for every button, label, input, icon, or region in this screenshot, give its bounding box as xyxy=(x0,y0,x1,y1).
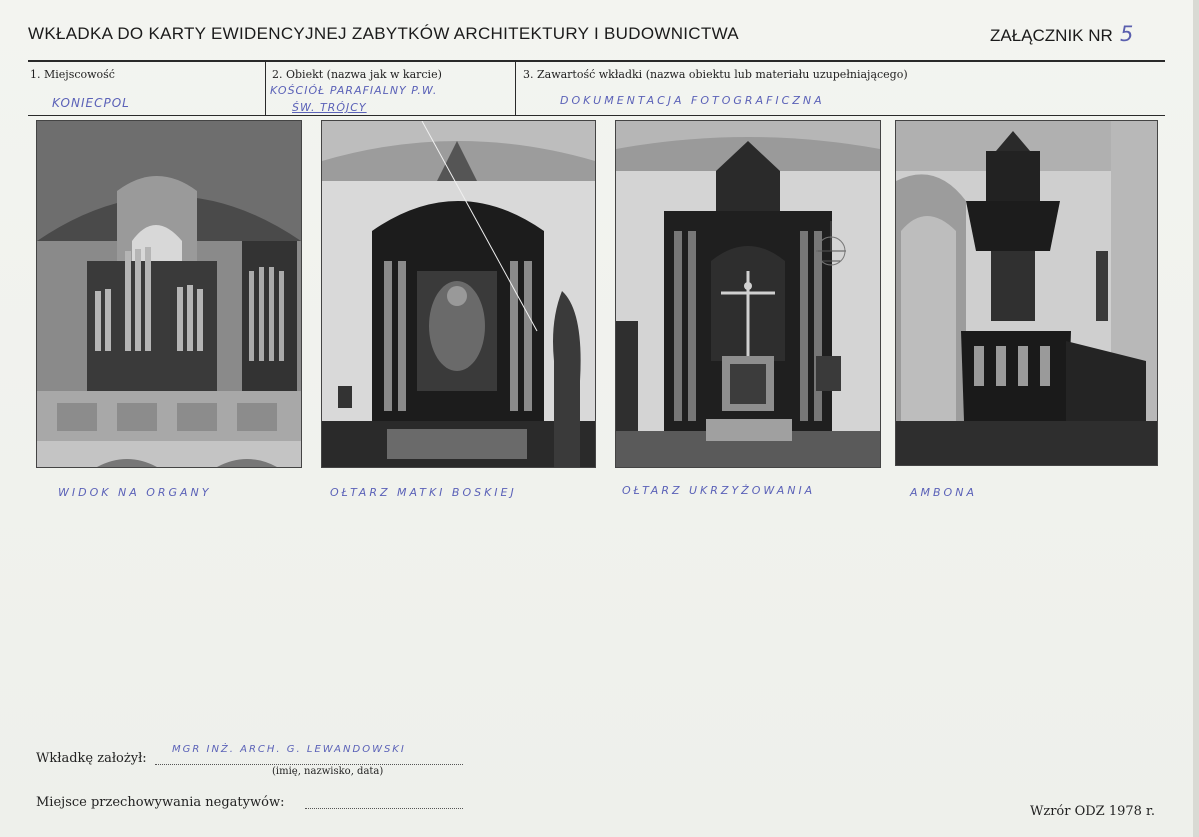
contents-label: 3. Zawartość wkładki (nazwa obiektu lub materiału uzupełniającego) xyxy=(523,68,908,81)
form-model: Wzrór ODZ 1978 r. xyxy=(1030,804,1155,819)
object-value-line2: ŚW. TRÓJCY xyxy=(292,101,367,114)
form-title: WKŁADKA DO KARTY EWIDENCYJNEJ ZABYTKÓW ARCHITEKTURY I BUDOWNICTWA xyxy=(28,24,739,43)
header-rule xyxy=(28,60,1165,62)
negatives-dotline xyxy=(305,808,463,809)
locality-value: KONIECPOL xyxy=(52,96,130,110)
caption-pulpit: AMBONA xyxy=(910,486,977,499)
caption-altar-virgin: OŁTARZ MATKI BOSKIEJ xyxy=(330,486,517,499)
pulpit-photo xyxy=(895,120,1158,466)
altar-crucifixion-photo xyxy=(615,120,881,468)
organ-photo xyxy=(36,120,302,468)
altar-virgin-photo xyxy=(321,120,596,468)
object-value-line1: KOŚCIÓŁ PARAFIALNY P.W. xyxy=(270,84,438,97)
founder-value: MGR INŻ. ARCH. G. LEWANDOWSKI xyxy=(172,744,406,755)
paper-edge xyxy=(1193,0,1199,837)
negatives-label: Miejsce przechowywania negatywów: xyxy=(36,795,285,810)
caption-altar-crucifixion: OŁTARZ UKRZYŻOWANIA xyxy=(622,484,816,497)
contents-value: DOKUMENTACJA FOTOGRAFICZNA xyxy=(560,94,825,107)
locality-label: 1. Miejscowość xyxy=(30,68,115,81)
field-divider-1 xyxy=(265,61,266,115)
caption-organ: WIDOK NA ORGANY xyxy=(58,486,212,499)
founder-label: Wkładkę założył: xyxy=(36,751,147,766)
field-divider-2 xyxy=(515,61,516,115)
annex-number: 5 xyxy=(1120,22,1134,46)
founder-dotline xyxy=(155,764,463,765)
annex-label: ZAŁĄCZNIK NR xyxy=(990,26,1113,45)
founder-sub-label: (imię, nazwisko, data) xyxy=(272,766,384,777)
fields-rule xyxy=(28,115,1165,116)
object-label: 2. Obiekt (nazwa jak w karcie) xyxy=(272,68,442,81)
